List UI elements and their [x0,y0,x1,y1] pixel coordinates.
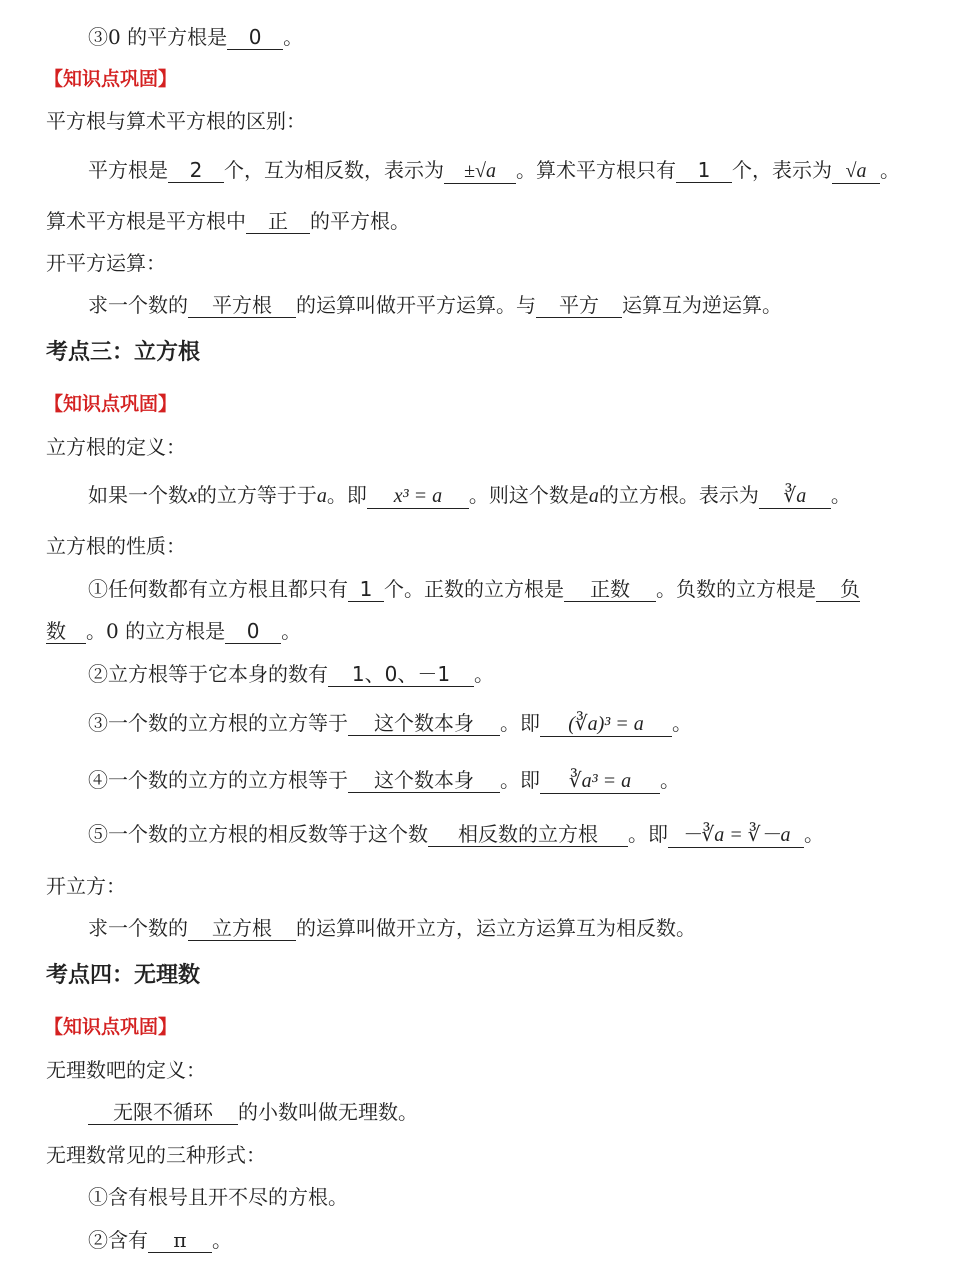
answer-blank: 平方 [536,293,622,318]
answer-blank: 正 [246,209,310,234]
text: ①任何数都有立方根且都只有 [88,577,348,601]
paragraph: 无理数吧的定义： [46,1058,206,1082]
text: ④一个数的立方的立方根等于 [88,768,348,792]
text: 算术平方根是平方根中 [46,209,246,233]
paragraph: 无理数常见的三种形式： [46,1143,266,1167]
math-var: a [316,485,327,507]
answer-blank: √a [832,159,880,184]
text: 。 [212,1228,232,1252]
text: 。即 [500,768,540,792]
text: 求一个数的 [88,916,188,940]
paragraph: 开立方： [46,874,126,898]
text: 。 [880,158,900,182]
text: ②立方根等于它本身的数有 [88,662,328,686]
text: ②含有 [88,1228,148,1252]
text: 。即 [326,483,367,507]
answer-blank: ±√a [444,159,516,184]
answer-blank: 1、0、－1 [328,662,474,687]
answer-blank: ∛a [759,484,831,509]
answer-blank: ∛a³ = a [540,769,660,794]
answer-blank: 1 [348,577,384,602]
text: 个，表示为 [732,158,832,182]
text: 。 [281,619,302,643]
text: 平方根是 [88,158,168,182]
answer-blank: 0 [225,619,281,644]
property-line [88,767,680,794]
knowledge-tag: 【知识点巩固】 [44,68,178,90]
answer-blank: 2 [168,158,224,183]
knowledge-tag: 【知识点巩固】 [44,393,178,415]
answer-blank: 这个数本身 [348,768,500,793]
text: 。 [804,822,824,846]
text: 的立方等于于 [196,483,317,507]
answer-blank: 0 [227,25,283,50]
text: 的运算叫做开平方运算。与 [296,293,536,317]
paragraph [88,1099,418,1125]
text: 。则这个数是 [468,483,589,507]
section-heading: 考点三：立方根 [46,340,201,365]
text: 。即 [628,822,668,846]
text: 。即 [500,711,540,735]
paragraph: 立方根的性质： [46,534,186,558]
text: 。 [660,768,680,792]
text: ⑤一个数的立方根的相反数等于这个数 [88,822,428,846]
answer-blank: π [148,1228,212,1253]
answer-blank: 无限不循环 [88,1100,238,1125]
answer-blank: 平方根 [188,293,296,318]
property-line [88,661,494,687]
answer-blank: 正数 [564,577,656,602]
paragraph: 开平方运算： [46,251,166,275]
text: 。 [672,711,692,735]
property-line [88,576,860,602]
paragraph: 立方根的定义： [46,435,186,459]
text: ③0 的平方根是 [88,25,228,49]
text: 求一个数的 [88,293,188,317]
sqrt-difference-line [88,157,900,184]
paragraph: 平方根与算术平方根的区别： [46,109,306,133]
property-line [88,710,692,737]
math-var: a [588,485,599,507]
paragraph [88,292,782,318]
text: 的立方根。表示为 [598,483,759,507]
text: 的小数叫做无理数。 [238,1100,418,1124]
paragraph [46,208,410,234]
math-var: x [188,485,197,507]
text: 个。正数的立方根是 [384,577,564,601]
line-zero-sqrt [88,24,303,50]
answer-blank: －∛a = ∛－a [668,823,804,848]
text: 如果一个数 [88,483,188,507]
text: 。 [830,483,851,507]
knowledge-tag: 【知识点巩固】 [44,1016,178,1038]
text: 。算术平方根只有 [516,158,676,182]
section-heading: 考点四：无理数 [46,963,201,988]
text: 。负数的立方根是 [656,577,816,601]
answer-blank: 相反数的立方根 [428,822,628,847]
text: 个，互为相反数，表示为 [224,158,444,182]
cube-root-definition [88,482,851,509]
answer-blank: 负 [816,577,860,602]
paragraph [88,1227,232,1253]
text: 运算互为逆运算。 [622,293,782,317]
answer-blank: (∛a)³ = a [540,712,672,737]
text: 。 [474,662,494,686]
property-line [88,821,824,848]
text: 。 [283,25,304,49]
paragraph: ①含有根号且开不尽的方根。 [88,1185,348,1209]
answer-blank: 1 [676,158,732,183]
property-line-cont [46,618,301,644]
answer-blank: 立方根 [188,916,296,941]
answer-blank: x³ = a [367,484,469,509]
text: 的运算叫做开立方，运立方运算互为相反数。 [296,916,696,940]
paragraph [88,915,696,941]
text: 。0 的立方根是 [86,619,226,643]
text: ③一个数的立方根的立方等于 [88,711,348,735]
text: 的平方根。 [310,209,410,233]
answer-blank: 这个数本身 [348,711,500,736]
answer-blank: 数 [46,619,86,644]
